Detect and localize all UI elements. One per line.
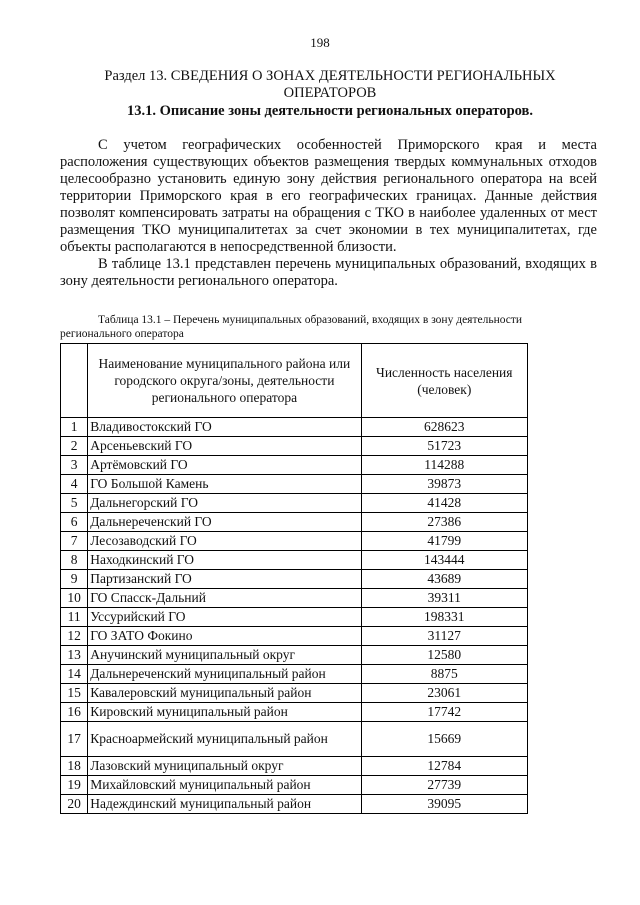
row-number: 7 xyxy=(61,532,88,551)
row-municipality-name: Лазовский муниципальный округ xyxy=(88,757,361,776)
paragraph-1: С учетом географических особенностей Приморского края и места расположения существующих объектов размещения твердых коммунальных отходов целесообразно установить единую зону действия регионального оператора на всей территории Приморского края в его географических границах. Данные действия позволят компенсировать затраты на обращения с ТКО в наиболее удаленных от мест размещения ТКО муниципалитетах за счет экономии в тех муниципалитетах, где объекты располагаются в непосредственной близости. xyxy=(60,137,597,255)
row-population: 41428 xyxy=(361,494,527,513)
row-number: 11 xyxy=(61,608,88,627)
table-row xyxy=(61,551,528,570)
table-row xyxy=(61,418,528,437)
row-number: 19 xyxy=(61,776,88,795)
row-population: 628623 xyxy=(361,418,527,437)
table-row xyxy=(61,475,528,494)
row-number: 3 xyxy=(61,456,88,475)
table-row xyxy=(61,722,528,757)
table-caption xyxy=(60,313,597,341)
row-number: 9 xyxy=(61,570,88,589)
row-population: 143444 xyxy=(361,551,527,570)
row-population: 39873 xyxy=(361,475,527,494)
section-title-line2: ОПЕРАТОРОВ xyxy=(283,85,377,101)
header-population: Численность населения (человек) xyxy=(361,344,527,418)
table-row xyxy=(61,513,528,532)
row-municipality-name: ГО Большой Камень xyxy=(88,475,361,494)
row-municipality-name: Красноармейский муниципальный район xyxy=(88,722,361,757)
row-number: 18 xyxy=(61,757,88,776)
section-title xyxy=(60,68,600,102)
row-municipality-name: Дальнегорский ГО xyxy=(88,494,361,513)
row-municipality-name: ГО Спасск-Дальний xyxy=(88,589,361,608)
paragraph-2: В таблице 13.1 представлен перечень муниципальных образований, входящих в зону деятельности регионального оператора. xyxy=(60,256,597,289)
row-municipality-name: ГО ЗАТО Фокино xyxy=(88,627,361,646)
table-row xyxy=(61,646,528,665)
table-row xyxy=(61,589,528,608)
row-population: 114288 xyxy=(361,456,527,475)
row-population: 39311 xyxy=(361,589,527,608)
row-number: 12 xyxy=(61,627,88,646)
row-population: 12784 xyxy=(361,757,527,776)
row-municipality-name: Владивостокский ГО xyxy=(88,418,361,437)
table-row xyxy=(61,494,528,513)
row-municipality-name: Лесозаводский ГО xyxy=(88,532,361,551)
row-municipality-name: Партизанский ГО xyxy=(88,570,361,589)
table-row xyxy=(61,776,528,795)
subsection-title: 13.1. Описание зоны деятельности региональных операторов. xyxy=(127,103,533,119)
row-municipality-name: Находкинский ГО xyxy=(88,551,361,570)
table-row xyxy=(61,757,528,776)
row-municipality-name: Артёмовский ГО xyxy=(88,456,361,475)
table-row xyxy=(61,437,528,456)
row-municipality-name: Уссурийский ГО xyxy=(88,608,361,627)
table-row xyxy=(61,684,528,703)
row-population: 12580 xyxy=(361,646,527,665)
row-population: 43689 xyxy=(361,570,527,589)
municipalities-table xyxy=(60,343,528,814)
row-municipality-name: Анучинский муниципальный округ xyxy=(88,646,361,665)
row-population: 15669 xyxy=(361,722,527,757)
table-row xyxy=(61,456,528,475)
table-caption-line2: регионального оператора xyxy=(60,328,184,340)
row-municipality-name: Дальнереченский ГО xyxy=(88,513,361,532)
row-population: 17742 xyxy=(361,703,527,722)
table-header-row xyxy=(61,344,528,418)
table-body xyxy=(61,418,528,814)
row-population: 23061 xyxy=(361,684,527,703)
row-population: 27739 xyxy=(361,776,527,795)
row-number: 6 xyxy=(61,513,88,532)
row-municipality-name: Надеждинский муниципальный район xyxy=(88,795,361,814)
table-caption-line1: Таблица 13.1 – Перечень муниципальных образований, входящих в зону деятельности xyxy=(98,314,523,326)
row-municipality-name: Дальнереченский муниципальный район xyxy=(88,665,361,684)
row-number: 8 xyxy=(61,551,88,570)
page-number: 198 xyxy=(310,35,330,50)
table-row xyxy=(61,703,528,722)
table-row xyxy=(61,570,528,589)
table-row xyxy=(61,665,528,684)
row-number: 17 xyxy=(61,722,88,757)
row-population: 51723 xyxy=(361,437,527,456)
row-number: 1 xyxy=(61,418,88,437)
row-number: 2 xyxy=(61,437,88,456)
row-number: 10 xyxy=(61,589,88,608)
row-population: 27386 xyxy=(361,513,527,532)
table-row xyxy=(61,532,528,551)
row-number: 13 xyxy=(61,646,88,665)
row-population: 198331 xyxy=(361,608,527,627)
table-row xyxy=(61,608,528,627)
row-number: 14 xyxy=(61,665,88,684)
row-population: 31127 xyxy=(361,627,527,646)
row-municipality-name: Арсеньевский ГО xyxy=(88,437,361,456)
row-number: 16 xyxy=(61,703,88,722)
row-population: 8875 xyxy=(361,665,527,684)
row-population: 39095 xyxy=(361,795,527,814)
header-number xyxy=(61,344,88,418)
table-row xyxy=(61,795,528,814)
row-municipality-name: Кировский муниципальный район xyxy=(88,703,361,722)
header-name: Наименование муниципального района или городского округа/зоны, деятельности регионального оператора xyxy=(88,344,361,418)
body-text xyxy=(60,137,597,290)
row-municipality-name: Кавалеровский муниципальный район xyxy=(88,684,361,703)
row-number: 15 xyxy=(61,684,88,703)
row-number: 4 xyxy=(61,475,88,494)
section-title-line1: Раздел 13. СВЕДЕНИЯ О ЗОНАХ ДЕЯТЕЛЬНОСТИ РЕГИОНАЛЬНЫХ xyxy=(104,68,556,84)
row-municipality-name: Михайловский муниципальный район xyxy=(88,776,361,795)
row-number: 5 xyxy=(61,494,88,513)
row-population: 41799 xyxy=(361,532,527,551)
table-row xyxy=(61,627,528,646)
row-number: 20 xyxy=(61,795,88,814)
